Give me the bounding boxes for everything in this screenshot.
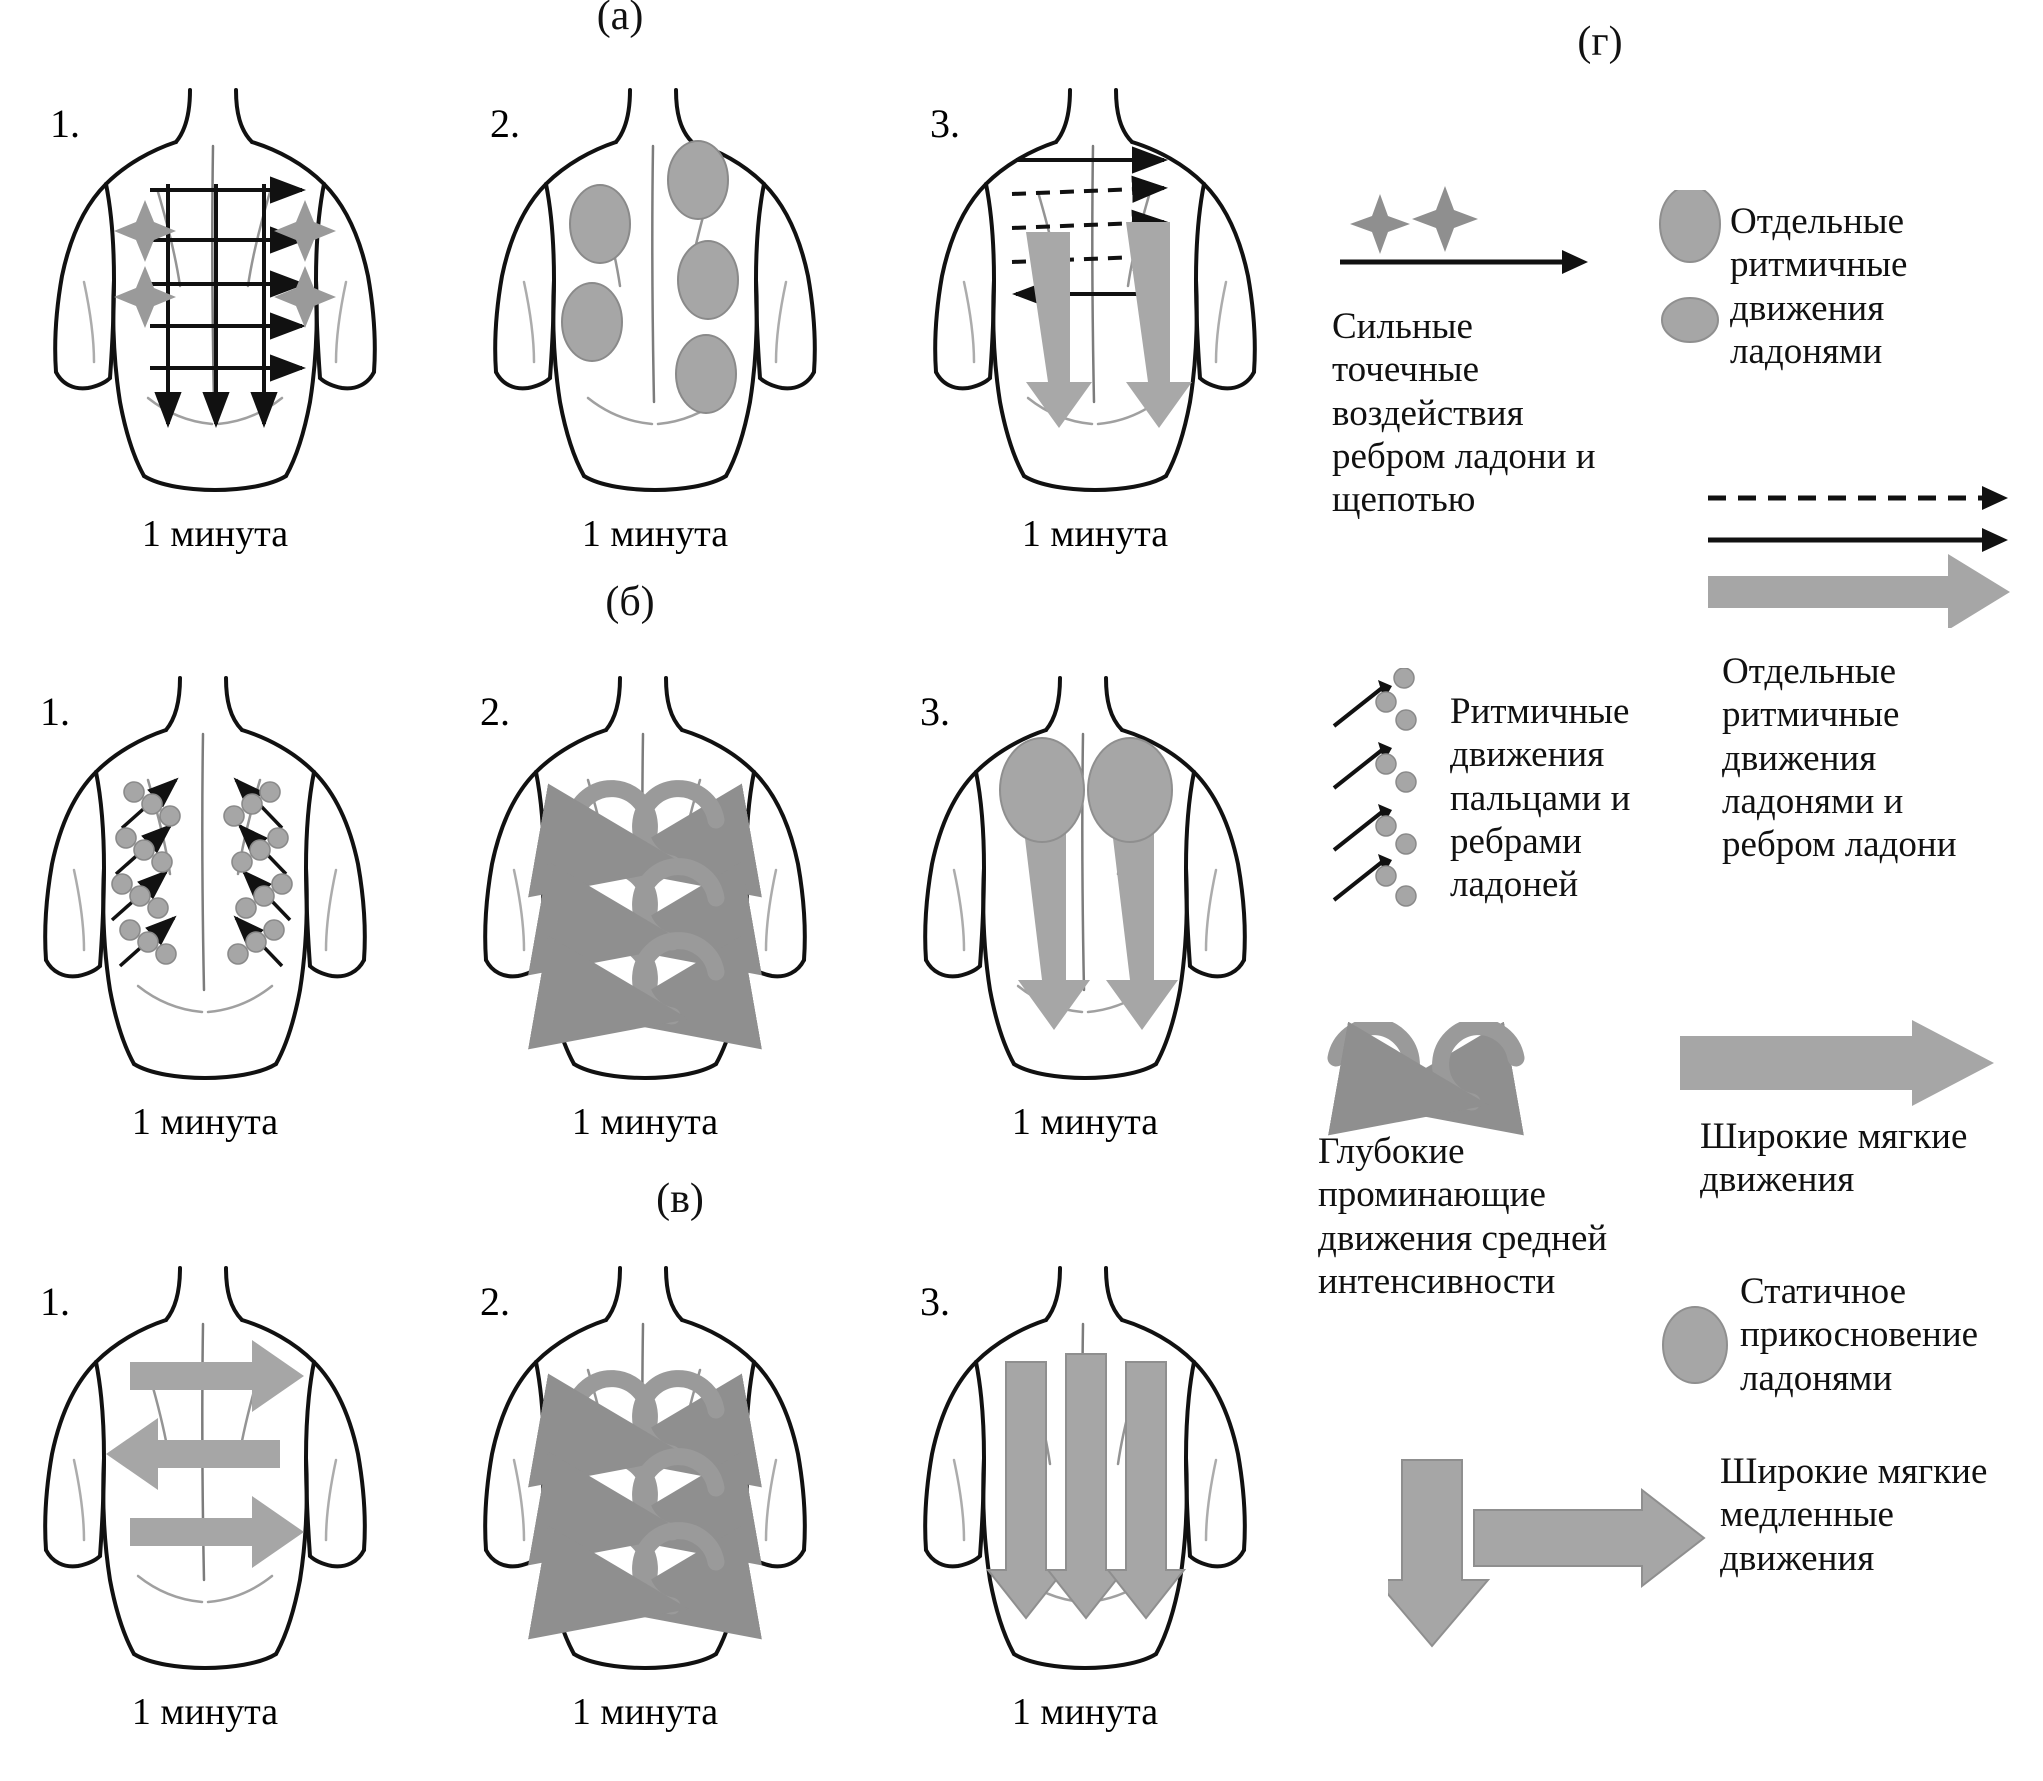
legend-text-static-touch: Статичное прикосновение ладонями [1740,1271,1979,1399]
panel-a-3 [920,72,1270,555]
group-label-a: (а) [596,0,644,39]
wide-down-arrows-a3 [1026,222,1192,428]
panel-number: 1. [50,101,80,146]
panel-caption: 1 минута [131,1691,279,1733]
torso-diagram-a3 [920,72,1270,502]
torso-diagram-b2 [470,660,820,1090]
torso-diagram-v1 [30,1250,380,1680]
panel-number: 3. [920,689,950,734]
grey-ellipse-icon [1650,1300,1740,1390]
stars-and-solid-arrow-icon [1330,180,1590,290]
panel-b-2 [470,660,820,1143]
legend-text-rhythmic-fingers: Ритмичные движения пальцами и ребрами ладоней [1450,691,1631,906]
panel-v-3 [910,1250,1260,1733]
panel-number: 3. [930,101,960,146]
panel-b-3 [910,660,1260,1143]
panel-caption: 1 минута [1011,1101,1159,1143]
wide-horizontal-arrows-v1 [106,1340,304,1568]
legend-text-wide-soft-slow: Широкие мягкие медленные движения [1720,1451,1988,1579]
star-marks-a1 [114,200,336,328]
wide-slow-down-arrows-v3 [988,1354,1184,1618]
panel-number: 3. [920,1279,950,1324]
panel-number: 1. [40,689,70,734]
panel-caption: 1 минута [571,1101,719,1143]
panel-number: 2. [480,1279,510,1324]
panel-caption: 1 минута [571,1691,719,1733]
panel-caption: 1 минута [131,1101,279,1143]
panel-a-2 [480,72,830,555]
panel-caption: 1 минута [581,513,729,555]
panel-v-2 [470,1250,820,1733]
torso-diagram-a2 [480,72,830,502]
panel-caption: 1 минута [141,513,289,555]
wide-down-and-right-arrows-icon [1388,1450,1708,1680]
group-label-v: (в) [656,1176,704,1222]
panel-v-1 [30,1250,380,1733]
legend-text-separate-palm: Отдельные ритмичные движения ладонями [1730,201,1908,372]
panel-number: 1. [40,1279,70,1324]
panel-b-1 [30,660,380,1143]
kneading-hooks-v2 [574,1379,716,1606]
palm-ellipses-b3 [1000,738,1172,842]
legend-text-separate-palm-and-edge: Отдельные ритмичные движения ладонями и ребром ладони [1722,651,1957,866]
torso-diagram-v2 [470,1250,820,1680]
legend-text-strong-point: Сильные точечные воздействия ребром ладони и щепотью [1332,306,1596,521]
group-label-b: (б) [605,579,655,625]
torso-diagram-a1 [40,72,390,502]
kneading-hooks-b2 [574,789,716,1016]
panel-a-1 [40,72,390,555]
panel-number: 2. [480,689,510,734]
legend-text-wide-soft: Широкие мягкие движения [1700,1116,1968,1201]
torso-diagram-b1 [30,660,380,1090]
two-curved-hooks-icon [1320,1022,1540,1142]
panel-caption: 1 минута [1021,513,1169,555]
legend-text-deep-kneading: Глубокие проминающие движения средней интенсивности [1318,1131,1608,1302]
panel-caption: 1 минута [1011,1691,1159,1733]
group-label-g: (г) [1577,19,1623,65]
two-ellipses-icon [1645,190,1735,360]
panel-number: 2. [490,101,520,146]
dashed-solid-wide-arrows-icon [1700,478,2030,628]
torso-diagram-b3 [910,660,1260,1090]
wide-grey-arrow-icon [1672,1018,2002,1108]
palm-ellipses-a2 [562,141,738,413]
torso-diagram-v3 [910,1250,1260,1680]
